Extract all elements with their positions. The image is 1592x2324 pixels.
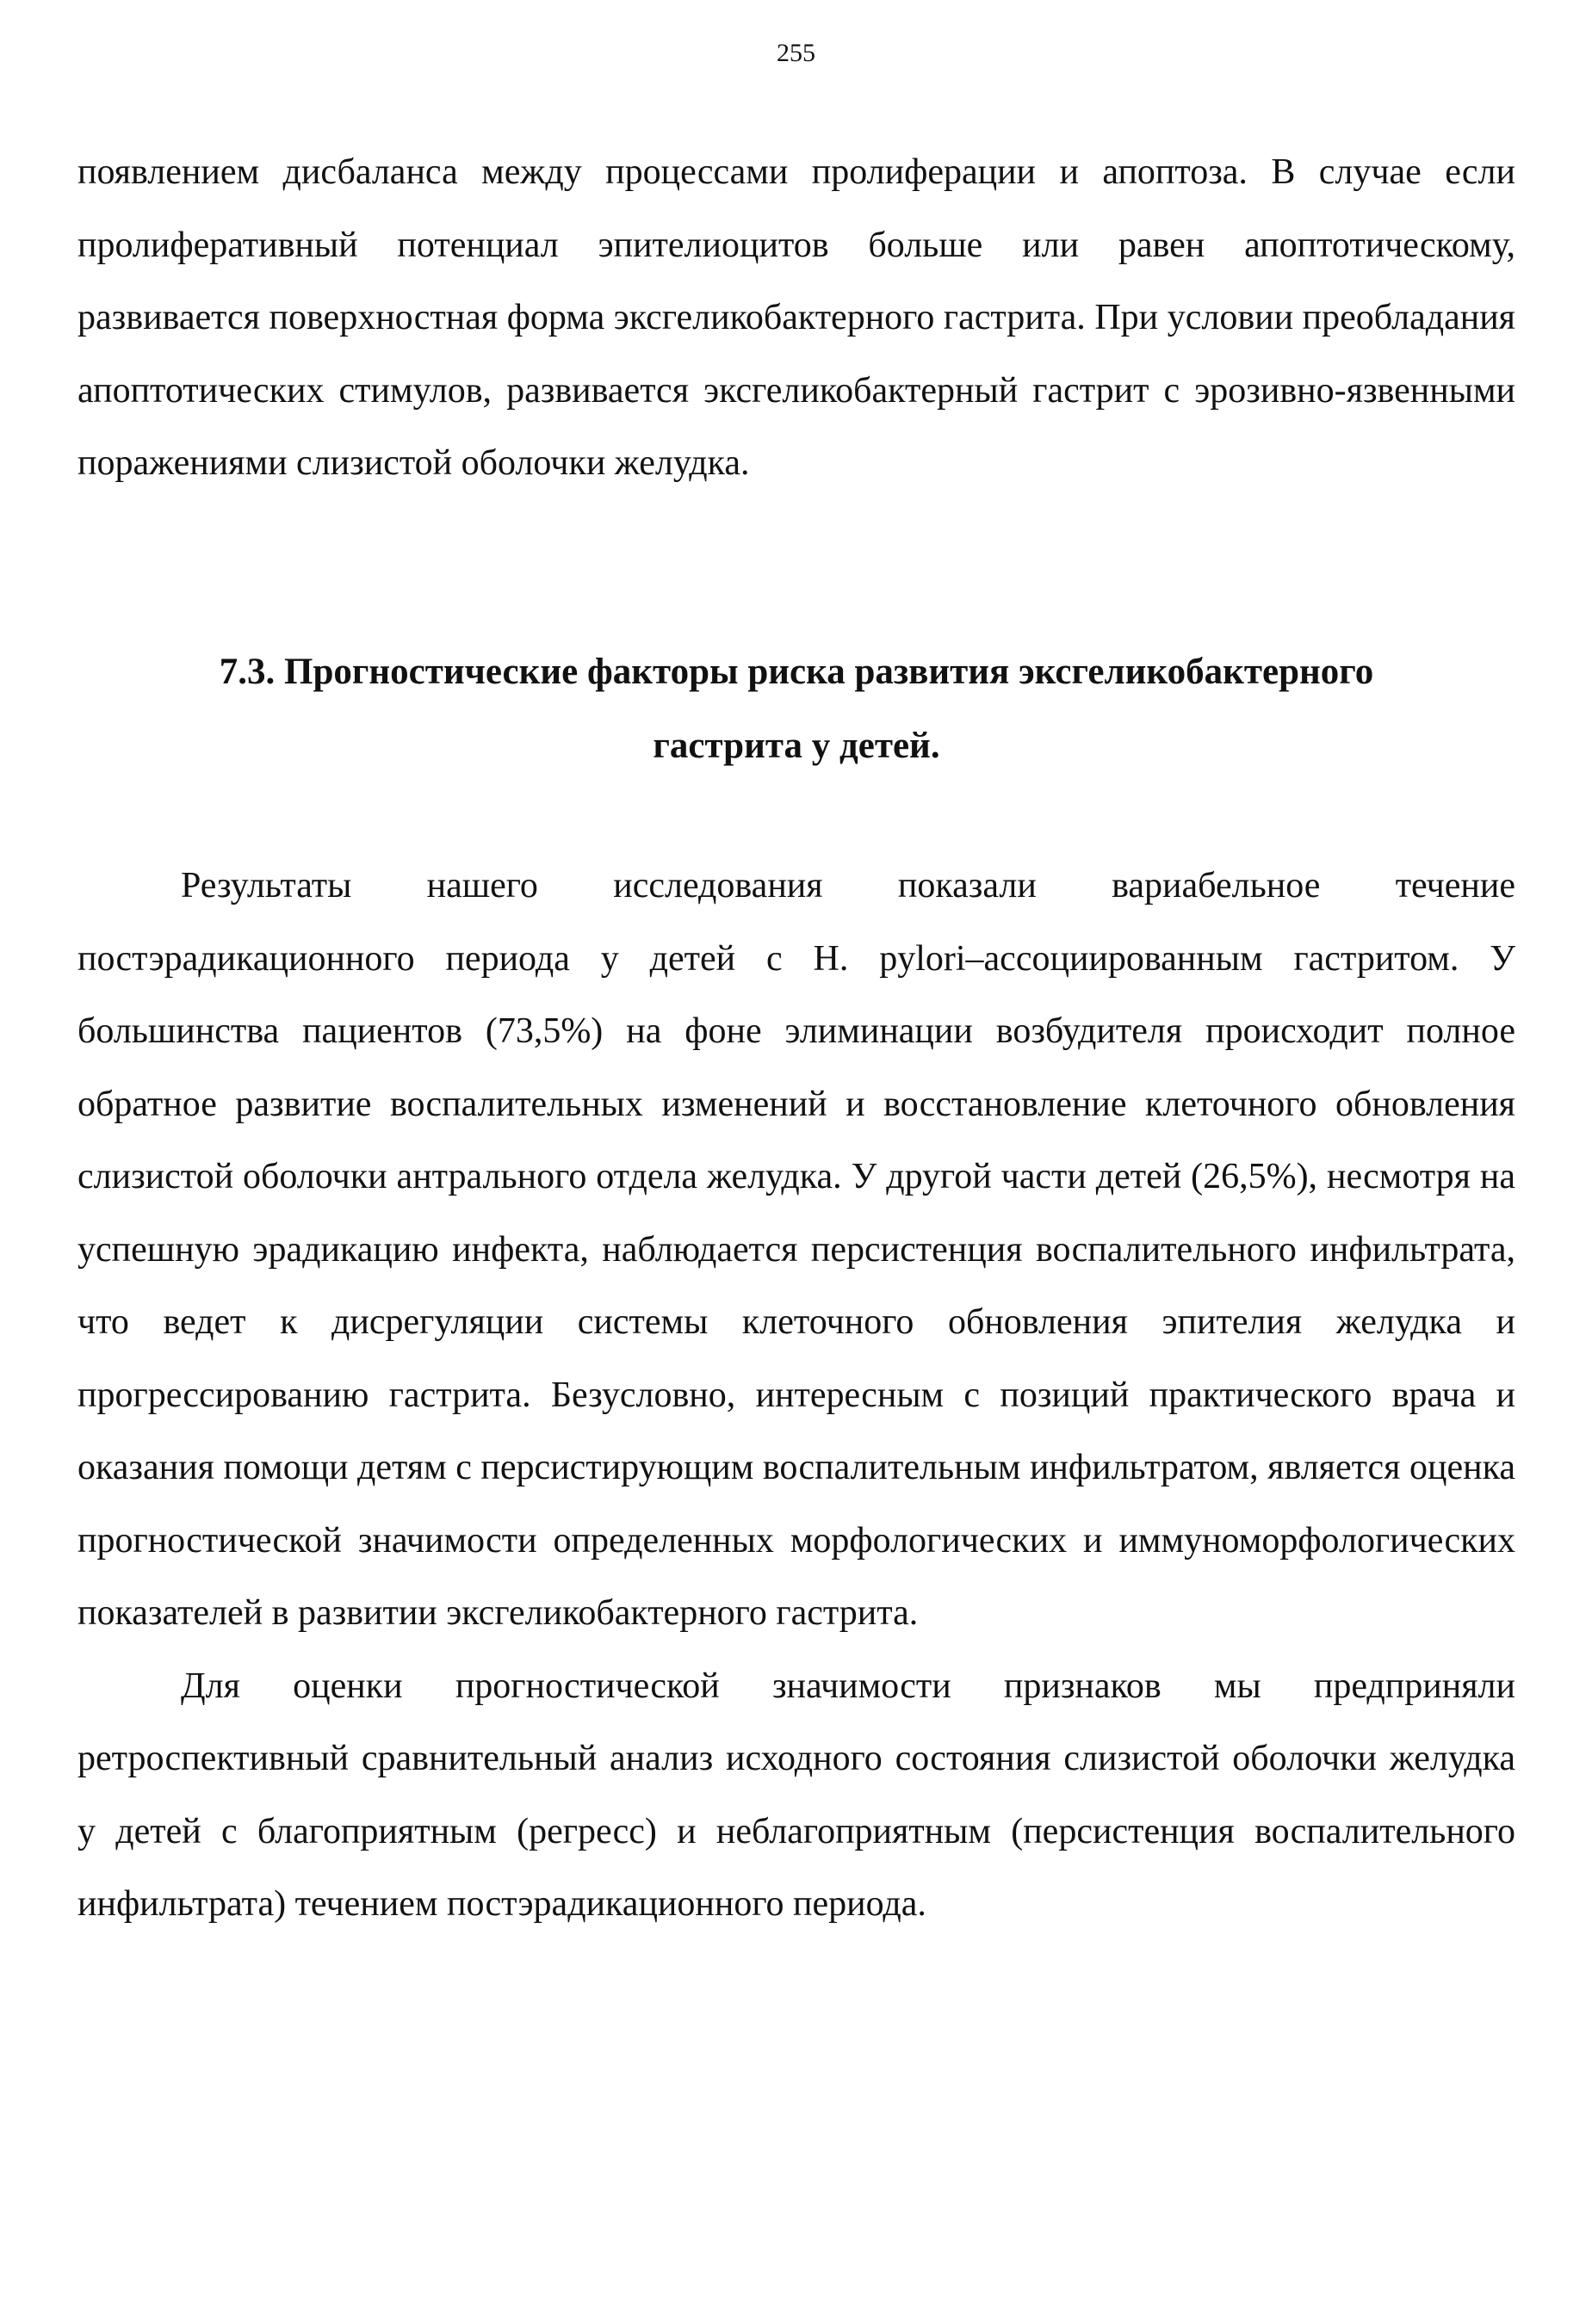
paragraph-group-main <box>77 850 1515 1941</box>
section-heading <box>77 635 1515 783</box>
paragraph-group-top <box>77 136 1515 500</box>
paragraph-results: Результаты нашего исследования показали вариабельное течение постэрадикационного периода у детей с H. pylori–ассоциированным гастритом. У большинства пациентов (73,5%) на фоне элиминации возбудителя происходит полное обратное развитие воспалительных изменений и восстановление клеточного обновления слизистой оболочки антрального отдела желудка. У другой части детей (26,5%), несмотря на успешную эрадикацию инфекта, наблюдается персистенция воспалительного инфильтрата, что ведет к дисрегуляции системы клеточного обновления эпителия желудка и прогрессированию гастрита. Безусловно, интересным с позиций практического врача и оказания помощи детям с персистирующим воспалительным инфильтратом, является оценка прогностической значимости определенных морфологических и иммуноморфологических показателей в развитии эксгеликобактерного гастрита. <box>77 866 1515 1633</box>
paragraph-continuation: появлением дисбаланса между процессами пролиферации и апоптоза. В случае если пролиферативный потенциал эпителиоцитов больше или равен апоптотическому, развивается поверхностная форма эксгеликобактерного гастрита. При условии преобладания апоптотических стимулов, развивается эксгеликобактерный гастрит с эрозивно-язвенными поражениями слизистой оболочки желудка. <box>77 152 1515 483</box>
section-heading-line-1: 7.3. Прогностические факторы риска развития эксгеликобактерного <box>219 652 1374 692</box>
section-heading-line-2: гастрита у детей. <box>653 726 940 766</box>
page-number: 255 <box>777 39 815 67</box>
paragraph-methods: Для оценки прогностической значимости признаков мы предприняли ретроспективный сравнительный анализ исходного состояния слизистой оболочки желудка у детей с благоприятным (регресс) и неблагоприятным (персистенция воспалительного инфильтрата) течением постэрадикационного периода. <box>77 1666 1515 1924</box>
